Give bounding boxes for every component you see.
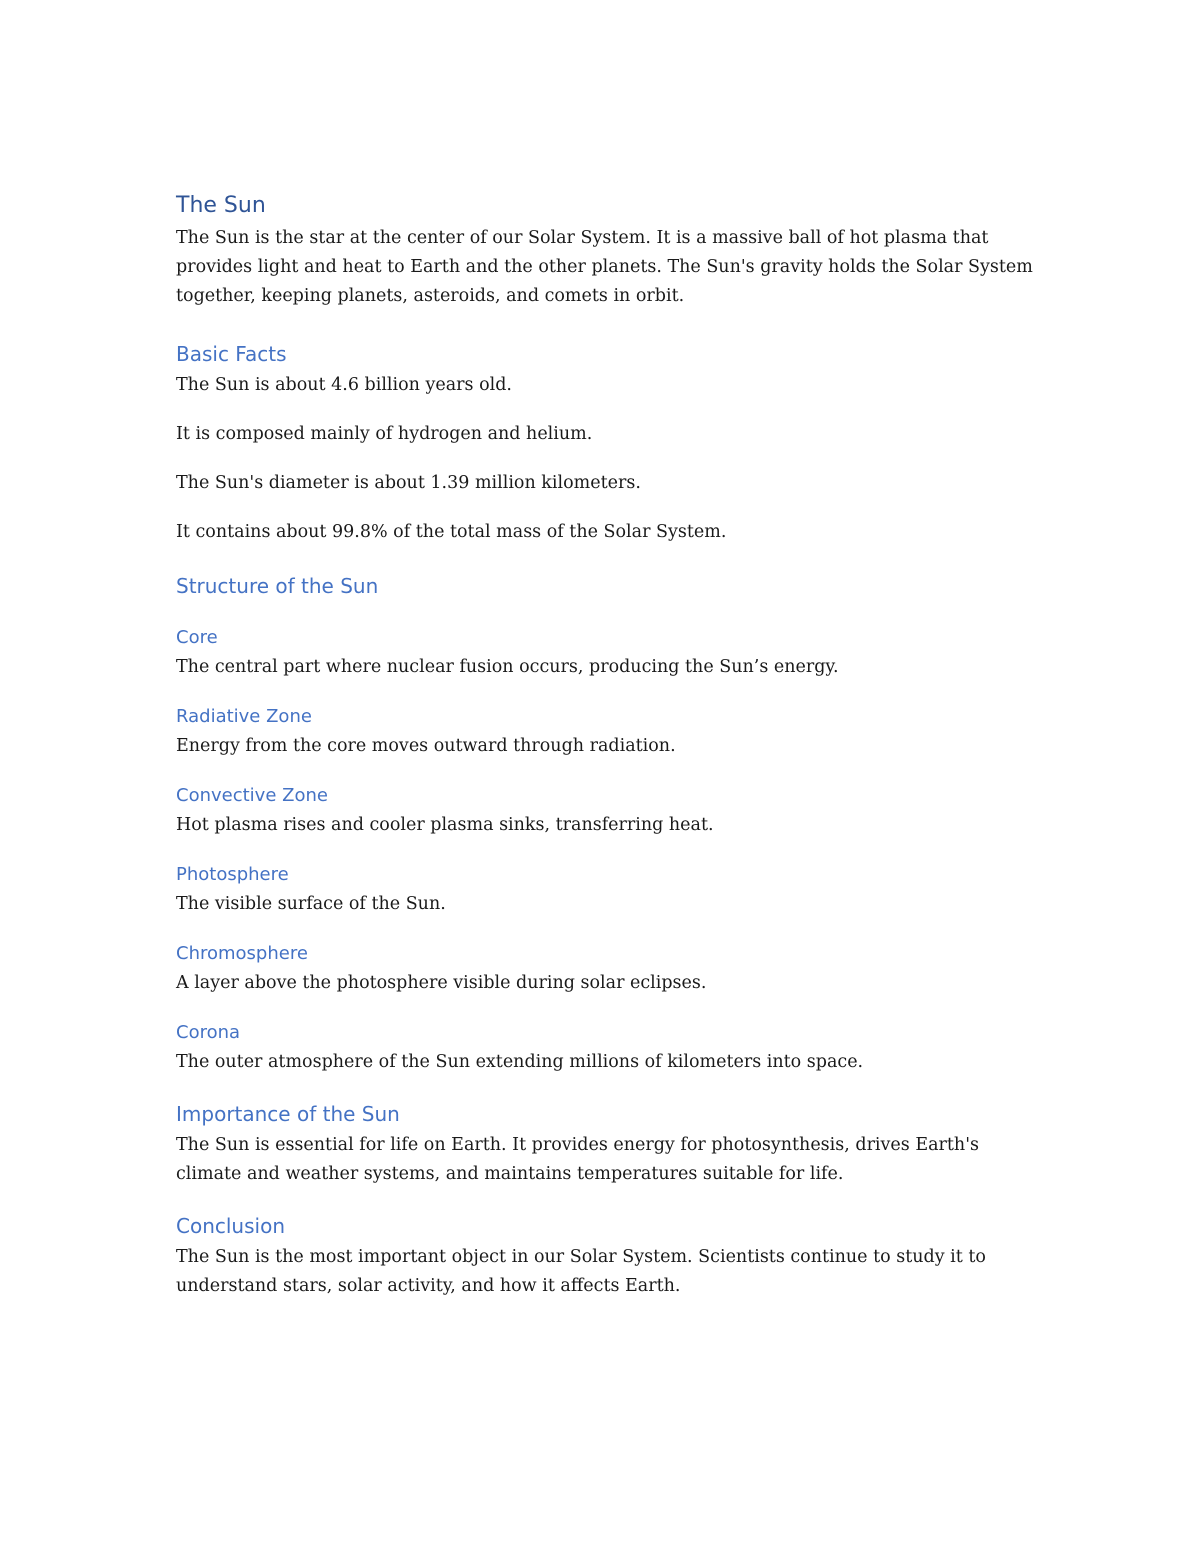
- layer-heading-convective-zone: Convective Zone: [176, 785, 328, 806]
- document-page: [176, 188, 1036, 1301]
- fact-item: It is composed mainly of hydrogen and helium.: [176, 424, 593, 444]
- conclusion-paragraph: The Sun is the most important object in our Solar System. Scientists continue to study it to understand stars, solar activity, and how it affects Earth.: [176, 1247, 986, 1296]
- fact-item: The Sun is about 4.6 billion years old.: [176, 375, 512, 395]
- layer-description-photosphere: The visible surface of the Sun.: [176, 894, 446, 914]
- layer-heading-chromosphere: Chromosphere: [176, 943, 308, 964]
- title-heading: The Sun: [176, 193, 266, 218]
- layer-description-convective-zone: Hot plasma rises and cooler plasma sinks, transferring heat.: [176, 815, 714, 835]
- importance-paragraph: The Sun is essential for life on Earth. It provides energy for photosynthesis, drives Earth's climate and weather systems, and maintains temperatures suitable for life.: [176, 1135, 979, 1184]
- basic-facts-heading: Basic Facts: [176, 342, 287, 366]
- layer-heading-photosphere: Photosphere: [176, 864, 289, 885]
- conclusion-heading: Conclusion: [176, 1214, 285, 1238]
- structure-heading: Structure of the Sun: [176, 574, 379, 598]
- fact-item: The Sun's diameter is about 1.39 million kilometers.: [176, 473, 641, 493]
- layer-heading-core: Core: [176, 627, 218, 648]
- fact-item: It contains about 99.8% of the total mass of the Solar System.: [176, 522, 727, 542]
- layer-description-corona: The outer atmosphere of the Sun extending millions of kilometers into space.: [176, 1052, 864, 1072]
- layer-heading-radiative-zone: Radiative Zone: [176, 706, 312, 727]
- layer-description-chromosphere: A layer above the photosphere visible during solar eclipses.: [176, 973, 707, 993]
- intro-paragraph: The Sun is the star at the center of our Solar System. It is a massive ball of hot plasma that provides light and heat to Earth and the other planets. The Sun's gravity holds the Solar System together, keeping planets, asteroids, and comets in orbit.: [176, 228, 1033, 306]
- layer-heading-corona: Corona: [176, 1022, 241, 1043]
- layer-description-radiative-zone: Energy from the core moves outward through radiation.: [176, 736, 676, 756]
- layer-description-core: The central part where nuclear fusion occurs, producing the Sun’s energy.: [176, 657, 839, 677]
- importance-heading: Importance of the Sun: [176, 1102, 400, 1126]
